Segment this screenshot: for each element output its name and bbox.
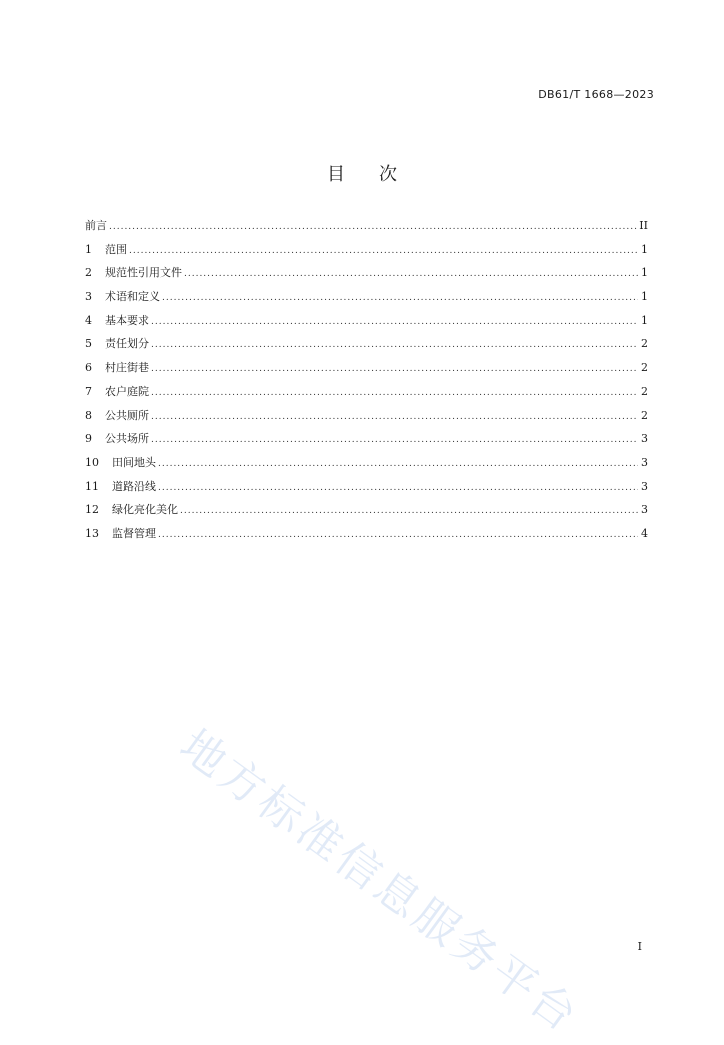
toc-dot-leader bbox=[151, 317, 638, 327]
toc-entry-page: 3 bbox=[641, 479, 648, 493]
toc-entry-page: 2 bbox=[641, 361, 648, 375]
watermark: 地方标准信息服务平台 bbox=[170, 720, 589, 1044]
toc-entry-number: 10 bbox=[85, 455, 99, 469]
toc-entry-page: 1 bbox=[641, 313, 648, 327]
toc-entry-number: 2 bbox=[85, 266, 92, 280]
toc-entry-label: 公共场所 bbox=[105, 432, 149, 446]
toc-entry-label: 绿化亮化美化 bbox=[112, 503, 178, 517]
toc-dot-leader bbox=[151, 364, 638, 374]
toc-entry-number: 12 bbox=[85, 503, 99, 517]
toc-entry-label: 前言 bbox=[85, 219, 107, 232]
toc-dot-leader bbox=[151, 388, 638, 398]
toc-entry-3[interactable] bbox=[85, 288, 648, 312]
toc-dot-leader bbox=[151, 412, 638, 422]
toc-entry-page: 2 bbox=[641, 337, 648, 351]
toc-dot-leader bbox=[184, 269, 638, 279]
toc-entry-number: 5 bbox=[85, 337, 92, 351]
toc-dot-leader bbox=[109, 222, 637, 232]
toc-entry-8[interactable] bbox=[85, 407, 648, 431]
toc-entry-number: 3 bbox=[85, 290, 92, 304]
toc-dot-leader bbox=[151, 340, 638, 350]
toc-entry-page: 4 bbox=[641, 526, 648, 540]
toc-entry-page: 1 bbox=[641, 242, 648, 256]
toc-dot-leader bbox=[151, 435, 638, 445]
toc-entry-label: 范围 bbox=[105, 242, 127, 256]
toc-entry-page: 1 bbox=[641, 290, 648, 304]
toc-entry-label: 公共厕所 bbox=[105, 408, 149, 422]
toc-entry-1[interactable] bbox=[85, 241, 648, 265]
toc-dot-leader bbox=[158, 459, 638, 469]
toc-entry-number: 9 bbox=[85, 432, 92, 446]
toc-entry-label: 责任划分 bbox=[105, 337, 149, 351]
toc-entry-label: 农户庭院 bbox=[105, 384, 149, 398]
toc-entry-9[interactable] bbox=[85, 430, 648, 454]
toc-entry-page: 2 bbox=[641, 408, 648, 422]
toc-entry-number: 4 bbox=[85, 313, 92, 327]
toc-entry-number: 8 bbox=[85, 408, 92, 422]
toc-entry-label: 基本要求 bbox=[105, 313, 149, 327]
toc-dot-leader bbox=[158, 530, 638, 540]
toc-entry-label: 道路沿线 bbox=[112, 479, 156, 493]
toc-entry-7[interactable] bbox=[85, 383, 648, 407]
toc-entry-number: 6 bbox=[85, 361, 92, 375]
toc-entry-number: 11 bbox=[85, 479, 99, 493]
toc-entry-number: 7 bbox=[85, 384, 92, 398]
toc-entry-label: 田间地头 bbox=[112, 455, 156, 469]
toc-entry-page: 1 bbox=[641, 266, 648, 280]
toc-entry-10[interactable] bbox=[85, 454, 648, 478]
toc-entry-6[interactable] bbox=[85, 359, 648, 383]
toc-entry-foreword[interactable] bbox=[85, 217, 648, 241]
toc-dot-leader bbox=[180, 506, 638, 516]
toc-entry-page: II bbox=[639, 219, 648, 232]
toc-entry-label: 术语和定义 bbox=[105, 290, 160, 304]
standard-number: DB61/T 1668—2023 bbox=[538, 88, 654, 101]
toc-entry-11[interactable] bbox=[85, 478, 648, 502]
page-number: I bbox=[637, 940, 642, 953]
toc-entry-page: 2 bbox=[641, 384, 648, 398]
toc-entry-page: 3 bbox=[641, 455, 648, 469]
toc-entry-label: 监督管理 bbox=[112, 526, 156, 540]
table-of-contents bbox=[85, 217, 648, 549]
toc-entry-4[interactable] bbox=[85, 312, 648, 336]
toc-entry-12[interactable] bbox=[85, 501, 648, 525]
toc-entry-5[interactable] bbox=[85, 335, 648, 359]
toc-entry-2[interactable] bbox=[85, 264, 648, 288]
toc-entry-number: 1 bbox=[85, 242, 92, 256]
toc-dot-leader bbox=[129, 246, 638, 256]
toc-entry-number: 13 bbox=[85, 526, 99, 540]
toc-entry-label: 村庄街巷 bbox=[105, 361, 149, 375]
toc-dot-leader bbox=[162, 293, 638, 303]
toc-entry-page: 3 bbox=[641, 503, 648, 517]
toc-dot-leader bbox=[158, 483, 638, 493]
toc-entry-13[interactable] bbox=[85, 525, 648, 549]
toc-title: 目次 bbox=[327, 164, 431, 185]
toc-entry-page: 3 bbox=[641, 432, 648, 446]
toc-entry-label: 规范性引用文件 bbox=[105, 266, 182, 280]
